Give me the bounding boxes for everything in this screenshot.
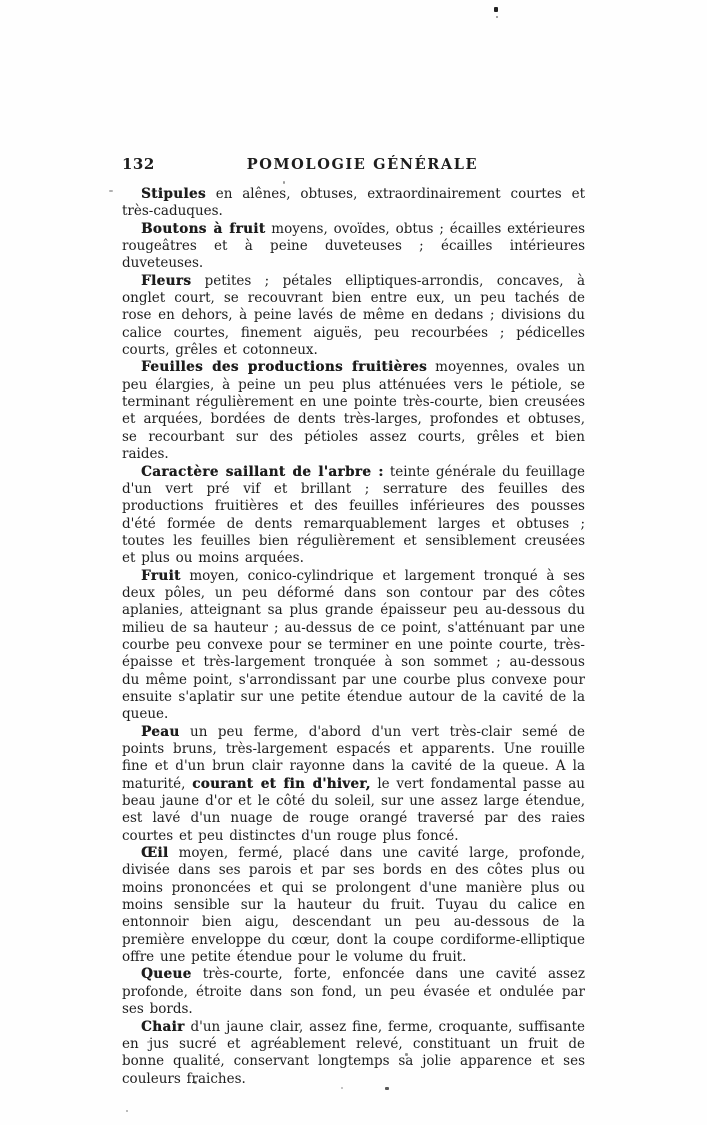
- scan-speck: [496, 16, 498, 18]
- text-block: [122, 155, 585, 1088]
- lead-word: Feuilles des productions fruitières: [141, 359, 428, 376]
- text-run: le vert fondamental passe au beau jaune d'or et le côté du soleil, sur une assez large étendue, est lavé d'un nuage de rouge orangé traversé par des raies courtes et peu distinctes d'un rouge plus foncé.: [122, 775, 585, 844]
- text-run: un peu ferme, d'abord d'un vert très-clair semé de points bruns, très-largement espacés et apparents. Une rouille fine et d'un brun clair rayonne dans la cavité de la queue. A la maturité,: [122, 723, 585, 792]
- running-title: POMOLOGIE GÉNÉRALE: [246, 156, 479, 173]
- bold-run-maturity: courant et fin d'hiver,: [192, 775, 371, 792]
- text-run: petites ; pétales elliptiques-arrondis, concaves, à onglet court, se recouvrant bien entre eux, un peu tachés de rose en dehors, à peine lavés de même en dedans ; divisions du calice courtes, finement aiguës, peu recourbées ; pédicelles courts, grêles et cotonneux.: [122, 272, 585, 359]
- paragraph-caractere-saillant: [122, 464, 585, 568]
- paragraph-stipules: [122, 186, 585, 221]
- scan-speck: [494, 7, 498, 12]
- text-run: d'un jaune clair, assez fine, ferme, croquante, suffisante en jus sucré et agréablement relevé, constituant un fruit de bonne qualité, conservant longtemps sa jolie apparence et ses couleurs fraiches.: [122, 1018, 585, 1087]
- lead-word: Boutons à fruit: [141, 220, 266, 237]
- page-number: 132: [122, 155, 155, 173]
- lead-word: Fleurs: [141, 272, 192, 289]
- text-run: moyen, fermé, placé dans une cavité large, profonde, divisée dans ses parois et par ses bords en des côtes plus ou moins prononcées et qui se prolongent d'une manière plus ou moins sensible sur la hauteur du fruit. Tuyau du calice en entonnoir bien aigu, descendant un peu au-dessous de la première enveloppe du cœur, dont la coupe cordiforme-elliptique offre une petite étendue pour le volume du fruit.: [122, 845, 585, 966]
- running-head: [122, 155, 585, 173]
- text-run: en alênes, obtuses, extraordinairement courtes et très-caduques.: [122, 186, 585, 220]
- paragraph-fruit: [122, 568, 585, 724]
- lead-word: Queue: [141, 966, 192, 983]
- text-run: teinte générale du feuillage d'un vert pré vif et brillant ; serrature des feuilles des productions fruitières et des feuilles inférieures des pousses d'été formée de dents remarquablement larges et obtuses ; toutes les feuilles bien régulièrement et sensiblement creusées et plus ou moins arquées.: [122, 463, 586, 567]
- paragraph-feuilles: [122, 359, 585, 463]
- lead-word: Fruit: [141, 567, 181, 584]
- lead-word: Caractère saillant de l'arbre :: [141, 463, 384, 480]
- paragraph-oeil: [122, 845, 585, 966]
- lead-word: Œil: [141, 845, 169, 862]
- scan-speck: [126, 1110, 128, 1112]
- text-run: moyens, ovoïdes, obtus ; écailles extérieures rougeâtres et à peine duveteuses ; écailles intérieures duveteuses.: [122, 220, 585, 272]
- paragraph-fleurs: [122, 273, 585, 360]
- text-run: moyennes, ovales un peu élargies, à peine un peu plus atténuées vers le pétiole, se terminant régulièrement en une pointe très-courte, bien creusées et arquées, bordées de dents très-larges, profondes et obtuses, se recourbant sur des pétioles assez courts, grêles et bien raides.: [122, 359, 585, 463]
- paragraph-queue: [122, 966, 585, 1018]
- body-text: [122, 186, 585, 1088]
- paragraph-chair: [122, 1019, 585, 1088]
- lead-word: Chair: [141, 1018, 185, 1035]
- paragraph-peau: [122, 724, 585, 845]
- lead-word: Stipules: [141, 186, 206, 202]
- scan-speck: [109, 190, 113, 192]
- lead-word: Peau: [141, 723, 180, 740]
- paragraph-boutons-a-fruit: [122, 221, 585, 273]
- text-run: très-courte, forte, enfoncée dans une cavité assez profonde, étroite dans son fond, un peu évasée et ondulée par ses bords.: [122, 966, 585, 1018]
- text-run: moyen, conico-cylindrique et largement tronqué à ses deux pôles, un peu déformé dans son contour par des côtes aplanies, atteignant sa plus grande épaisseur peu au-dessous du milieu de sa hauteur ; au-dessus de ce point, s'atténuant par une courbe peu convexe pour se terminer en une pointe courte, très-épaisse et très-largement tronquée à son sommet ; au-dessous du même point, s'arrondissant par une courbe plus convexe pour ensuite s'aplatir sur une petite étendue autour de la cavité de la queue.: [122, 567, 585, 723]
